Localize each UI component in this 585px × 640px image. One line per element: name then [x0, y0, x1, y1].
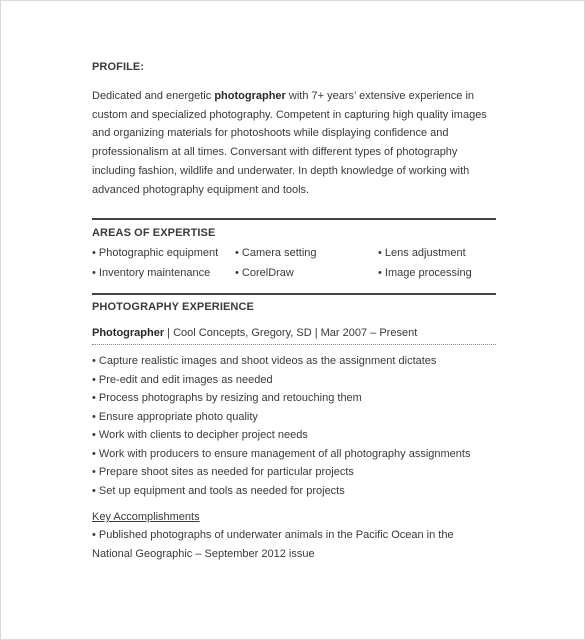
profile-text-before: Dedicated and energetic	[92, 90, 215, 102]
profile-heading: PROFILE:	[92, 61, 145, 73]
expertise-item: • Camera setting	[235, 247, 317, 260]
expertise-item: • Image processing	[378, 267, 472, 280]
expertise-item: • CorelDraw	[235, 267, 294, 280]
expertise-item: • Photographic equipment	[92, 247, 219, 260]
expertise-grid	[92, 247, 496, 279]
bullet-item: • Process photographs by resizing and retouching them	[92, 392, 362, 405]
profile-paragraph	[92, 87, 496, 199]
bullet-item: • Capture realistic images and shoot videos as the assignment dictates	[92, 355, 437, 368]
bullet-item: • Prepare shoot sites as needed for particular projects	[92, 466, 354, 479]
bullet-item: • Ensure appropriate photo quality	[92, 410, 258, 423]
bullet-item: • Work with producers to ensure management of all photography assignments	[92, 447, 471, 460]
profile-text-after: with 7+ years’ extensive experience in custom and specialized photography. Competent in capturing high quality images and organizing materials for photoshoots while displaying confidence and professionalism at all times. Conversant with different types of photography including fashion, wildlife and underwater. In depth knowledge of working with advanced photography equipment and tools.	[92, 90, 487, 196]
accomplishments-text: • Published photographs of underwater animals in the Pacific Ocean in the National Geographic – September 2012 issue	[92, 529, 454, 560]
bullet-item: • Set up equipment and tools as needed for projects	[92, 484, 345, 497]
expertise-item: • Lens adjustment	[378, 247, 466, 260]
accomplishments-heading: Key Accomplishments	[92, 511, 200, 524]
section-divider	[92, 218, 496, 220]
job-details: | Cool Concepts, Gregory, SD | Mar 2007 – Present	[164, 327, 418, 340]
job-header	[92, 327, 496, 339]
section-divider	[92, 293, 496, 295]
expertise-heading: AREAS OF EXPERTISE	[92, 227, 216, 240]
job-title: Photographer	[92, 327, 165, 340]
job-bullets	[92, 352, 496, 500]
expertise-item: • Inventory maintenance	[92, 267, 211, 280]
job-divider	[92, 344, 496, 345]
experience-heading: PHOTOGRAPHY EXPERIENCE	[92, 301, 254, 314]
resume-content	[92, 61, 496, 563]
bullet-item: • Pre-edit and edit images as needed	[92, 373, 273, 386]
profile-highlight: photographer	[214, 90, 286, 102]
bullet-item: • Work with clients to decipher project needs	[92, 429, 308, 442]
